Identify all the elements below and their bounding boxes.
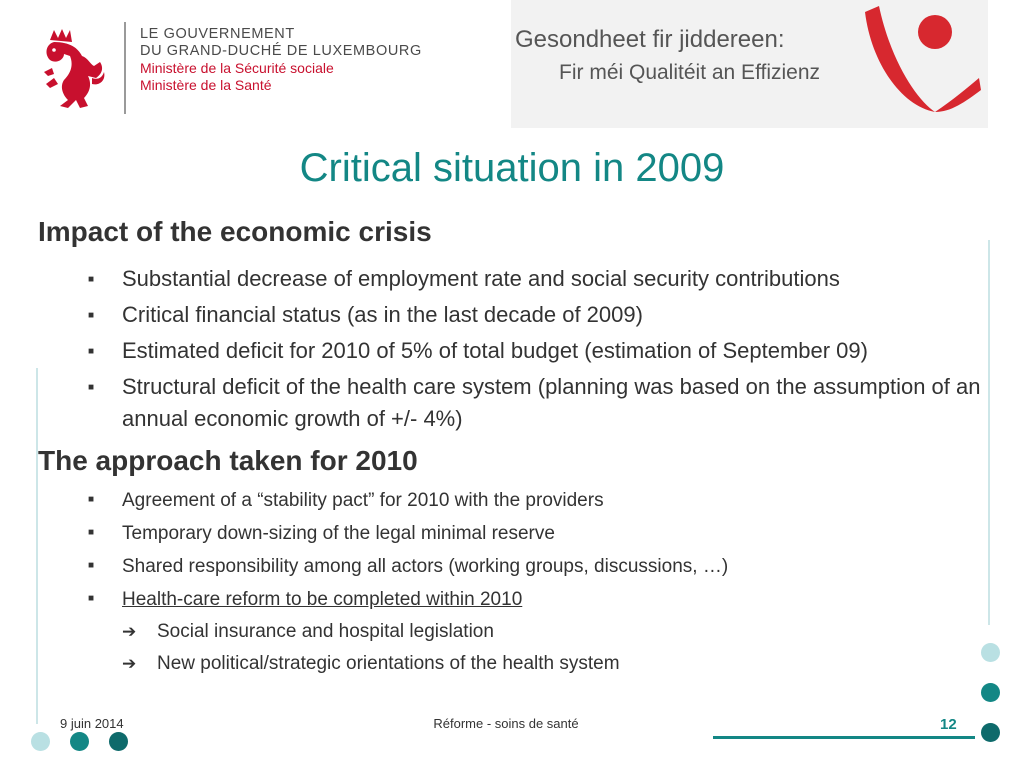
reform-link[interactable]: Health-care reform to be completed within 2010	[122, 589, 523, 610]
bullet-text: Estimated deficit for 2010 of 5% of total budget (estimation of September 09)	[122, 338, 868, 363]
square-bullet-icon: ■	[88, 593, 95, 604]
decorative-dot	[981, 683, 1000, 702]
list-item	[86, 488, 986, 514]
square-bullet-icon: ■	[88, 560, 95, 571]
list-item	[86, 299, 986, 331]
banner-subtitle: Fir méi Qualitéit an Effizienz	[559, 61, 821, 84]
square-bullet-icon: ■	[88, 310, 95, 321]
footer-title: Réforme - soins de santé	[433, 716, 579, 731]
gov-line-1: LE GOUVERNEMENT	[140, 26, 295, 42]
list-item	[86, 521, 986, 547]
lion-crest-icon	[40, 28, 108, 110]
gov-line-2: DU GRAND-DUCHÉ DE LUXEMBOURG	[140, 43, 422, 59]
list-item	[86, 263, 986, 295]
bullet-text: Structural deficit of the health care system (planning was based on the assumption of an annual economic growth of +/- 4%)	[122, 374, 981, 431]
page-number: 12	[940, 716, 957, 733]
square-bullet-icon: ■	[88, 274, 95, 285]
arrow-right-icon: ➔	[122, 654, 137, 673]
footer-divider	[713, 736, 975, 739]
decorative-dot	[31, 732, 50, 751]
government-logo	[40, 22, 480, 118]
sub-bullet-text: New political/strategic orientations of the health system	[157, 653, 620, 674]
arrow-right-icon: ➔	[122, 622, 137, 641]
decorative-dot	[70, 732, 89, 751]
list-item	[86, 587, 986, 677]
list-item	[86, 554, 986, 580]
list-item	[86, 371, 986, 435]
bullet-text: Agreement of a “stability pact” for 2010 with the providers	[122, 490, 604, 511]
decorative-line-left	[36, 368, 38, 724]
square-bullet-icon: ■	[88, 527, 95, 538]
list-item	[122, 651, 986, 677]
footer-date: 9 juin 2014	[60, 716, 124, 731]
campaign-banner	[511, 0, 988, 128]
section-heading-approach: The approach taken for 2010	[38, 445, 418, 476]
logo-divider	[124, 22, 126, 114]
bullet-text: Critical financial status (as in the last decade of 2009)	[122, 302, 643, 327]
government-name	[140, 26, 422, 94]
bullet-text: Shared responsibility among all actors (working groups, discussions, …)	[122, 556, 729, 577]
bullet-text: Substantial decrease of employment rate and social security contributions	[122, 266, 840, 291]
section-heading-crisis: Impact of the economic crisis	[38, 216, 432, 247]
crisis-bullet-list	[86, 263, 986, 439]
square-bullet-icon: ■	[88, 382, 95, 393]
approach-bullet-list	[86, 488, 986, 684]
list-item	[86, 335, 986, 367]
swoosh-logo-icon	[861, 2, 983, 120]
decorative-dot	[109, 732, 128, 751]
banner-title: Gesondheet fir jiddereen:	[515, 26, 785, 53]
bullet-text: Temporary down-sizing of the legal minimal reserve	[122, 523, 555, 544]
square-bullet-icon: ■	[88, 346, 95, 357]
sub-bullet-text: Social insurance and hospital legislation	[157, 621, 494, 642]
ministry-health: Ministère de la Santé	[140, 77, 272, 93]
list-item	[122, 619, 986, 645]
slide-title: Critical situation in 2009	[299, 146, 725, 190]
square-bullet-icon: ■	[88, 494, 95, 505]
decorative-line-right	[988, 240, 990, 625]
decorative-dot	[981, 643, 1000, 662]
reform-sub-list	[122, 619, 986, 677]
ministry-social-security: Ministère de la Sécurité sociale	[140, 60, 334, 76]
